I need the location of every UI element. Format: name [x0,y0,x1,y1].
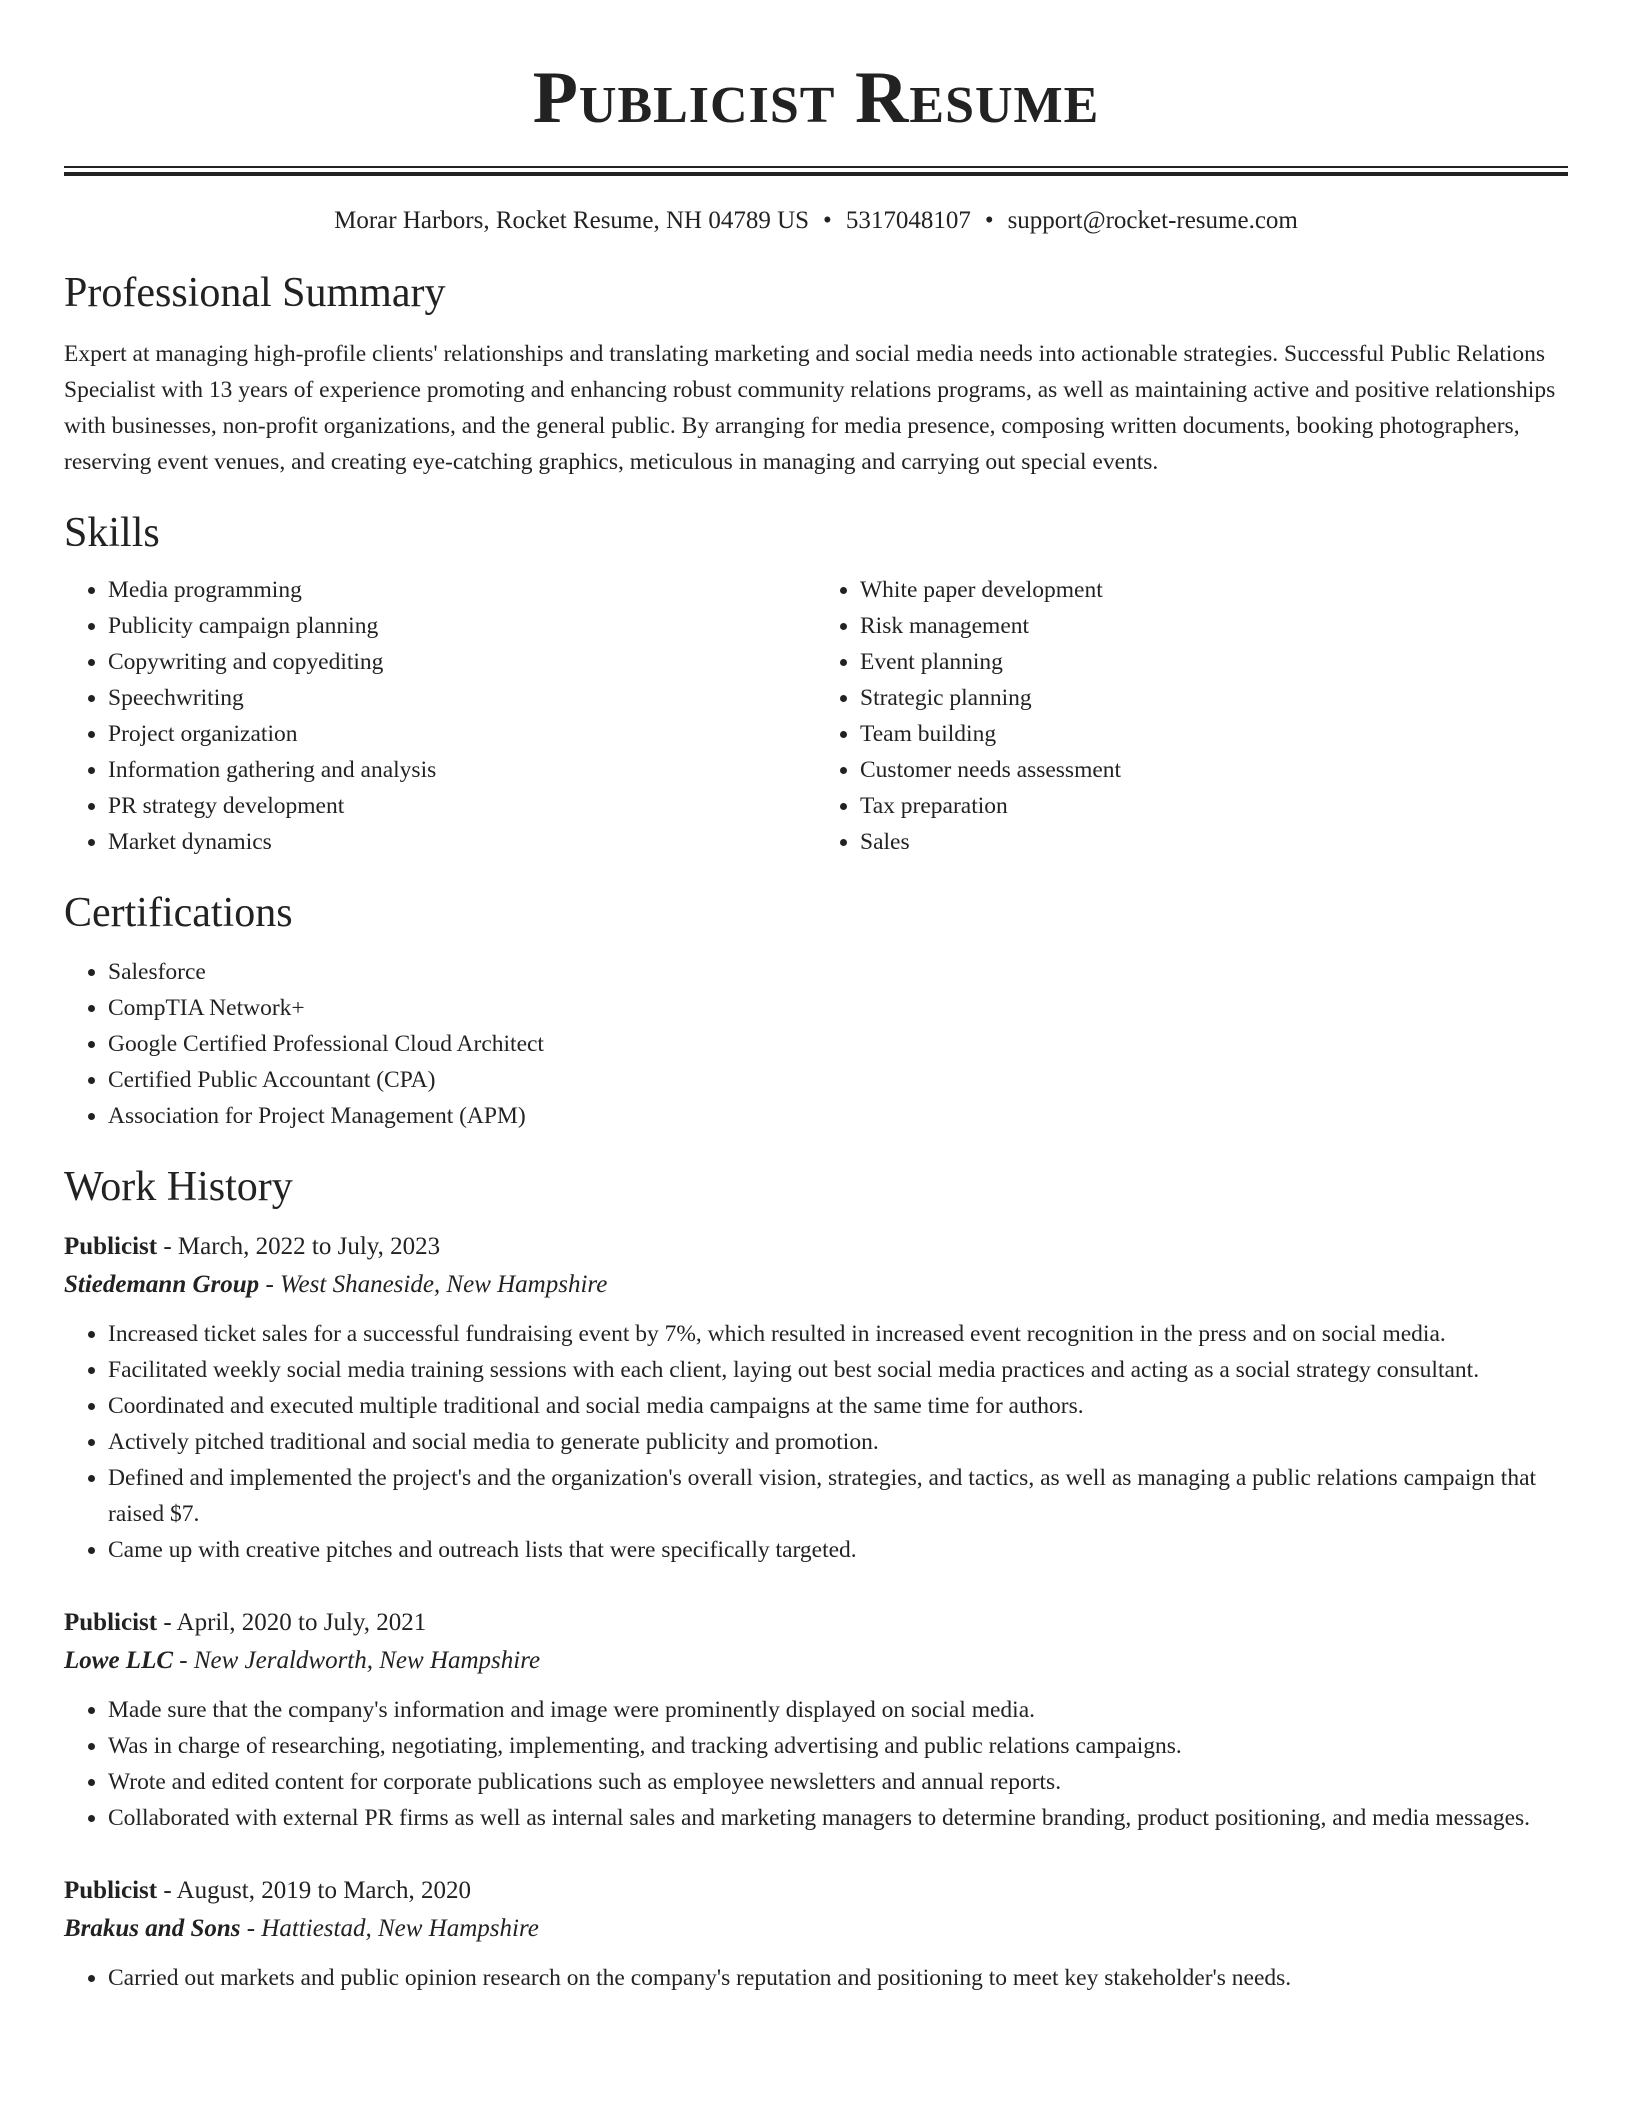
skill-item: • Market dynamics [108,824,816,860]
job-company: Brakus and Sons [64,1915,241,1942]
skill-item: • Speechwriting [108,680,816,716]
skill-item: • Tax preparation [860,788,1568,824]
skills-list-left [64,572,816,860]
contact-line [64,206,1568,236]
job-company-line [64,1910,1568,1948]
job-bullets [64,1692,1568,1836]
certifications-heading: Certifications [64,890,293,936]
skill-item: • Customer needs assessment [860,752,1568,788]
contact-address: Morar Harbors, Rocket Resume, NH 04789 US [334,207,810,234]
job-title-line [64,1872,1568,1910]
job-entry [64,1872,1568,1996]
job-title-line [64,1228,1568,1266]
skills-list-right [816,572,1568,860]
job-company: Lowe LLC [64,1647,174,1674]
job-bullet: • Actively pitched traditional and social media to generate publicity and promotion. [108,1424,1568,1460]
summary-text: Expert at managing high-profile clients' relationships and translating marketing and social media needs into actionable strategies. Successful Public Relations Specialist with 13 years of experience promoting and enhancing robust community relations programs, as well as maintaining active and positive relationships with businesses, non-profit organizations, and the general public. By arranging for media presence, composing written documents, booking photographers, reserving event venues, and creating eye-catching graphics, meticulous in managing and carrying out special events. [64,341,1556,475]
certification-item: • Certified Public Accountant (CPA) [108,1062,1568,1098]
job-bullet: • Collaborated with external PR firms as well as internal sales and marketing managers to determine branding, product positioning, and media messages. [108,1800,1568,1836]
skill-item: • Strategic planning [860,680,1568,716]
skill-item: • Risk management [860,608,1568,644]
job-bullets [64,1316,1568,1568]
contact-phone: 5317048107 [845,207,971,234]
certification-item: • CompTIA Network+ [108,990,1568,1026]
skill-item: • Copywriting and copyediting [108,644,816,680]
skill-item: • Project organization [108,716,816,752]
skill-item: • Publicity campaign planning [108,608,816,644]
job-bullet: • Facilitated weekly social media training sessions with each client, laying out best social media practices and acting as a social strategy consultant. [108,1352,1568,1388]
contact-email: support@rocket-resume.com [1007,207,1298,234]
skill-item: • Media programming [108,572,816,608]
job-entry [64,1228,1568,1568]
resume-title: Publicist Resume [532,57,1100,139]
work-history-heading: Work History [64,1164,293,1210]
title-divider [64,166,1568,176]
contact-separator: • [823,207,832,234]
job-bullet: • Was in charge of researching, negotiating, implementing, and tracking advertising and public relations campaigns. [108,1728,1568,1764]
job-title: Publicist [64,1233,158,1260]
job-location: - West Shaneside, New Hampshire [265,1271,608,1298]
contact-separator: • [984,207,994,234]
job-location: - New Jeraldworth, New Hampshire [179,1647,541,1674]
skill-item: • Sales [860,824,1568,860]
job-title-line [64,1604,1568,1642]
job-dates: - March, 2022 to July, 2023 [163,1233,441,1260]
job-bullets [64,1960,1568,1996]
job-entry [64,1604,1568,1836]
skill-item: • Event planning [860,644,1568,680]
job-dates: - April, 2020 to July, 2021 [163,1609,427,1636]
certification-item: • Salesforce [108,954,1568,990]
job-bullet: • Increased ticket sales for a successful fundraising event by 7%, which resulted in increased event recognition in the press and on social media. [108,1316,1568,1352]
certifications-list [64,954,1568,1134]
job-bullet: • Carried out markets and public opinion research on the company's reputation and positioning to meet key stakeholder's needs. [108,1960,1568,1996]
job-bullet: • Coordinated and executed multiple traditional and social media campaigns at the same time for authors. [108,1388,1568,1424]
skills-heading: Skills [64,510,160,556]
job-bullet: • Defined and implemented the project's and the organization's overall vision, strategies, and tactics, as well as managing a public relations campaign that raised $7. [108,1460,1568,1532]
skill-item: • Team building [860,716,1568,752]
job-company-line [64,1642,1568,1680]
job-company: Stiedemann Group [64,1271,260,1298]
job-title: Publicist [64,1609,158,1636]
job-title: Publicist [64,1877,158,1904]
summary-heading: Professional Summary [64,270,446,316]
skill-item: • PR strategy development [108,788,816,824]
job-company-line [64,1266,1568,1304]
skills-columns [64,572,1568,860]
certification-item: • Google Certified Professional Cloud Architect [108,1026,1568,1062]
skill-item: • White paper development [860,572,1568,608]
job-bullet: • Wrote and edited content for corporate publications such as employee newsletters and annual reports. [108,1764,1568,1800]
certification-item: • Association for Project Management (APM) [108,1098,1568,1134]
skill-item: • Information gathering and analysis [108,752,816,788]
job-bullet: • Came up with creative pitches and outreach lists that were specifically targeted. [108,1532,1568,1568]
job-dates: - August, 2019 to March, 2020 [163,1877,471,1904]
job-bullet: • Made sure that the company's information and image were prominently displayed on social media. [108,1692,1568,1728]
job-location: - Hattiestad, New Hampshire [246,1915,539,1942]
